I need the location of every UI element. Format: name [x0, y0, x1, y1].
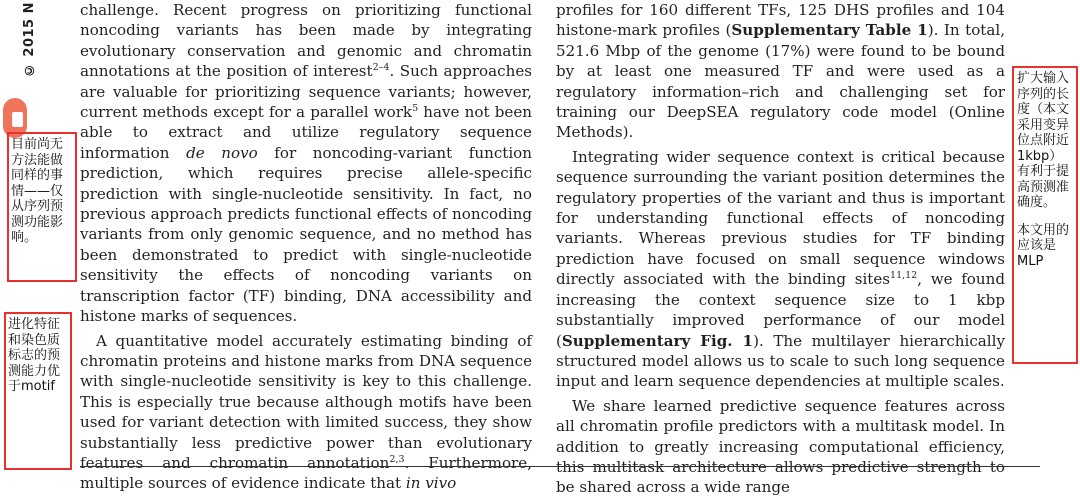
supplementary-ref[interactable]: Supplementary Fig. 1: [561, 331, 754, 350]
paragraph: challenge. Recent progress on prioritizing functional noncoding variants has been made by integrating evolutionary conservation and genomic and chromatin annotations at the position of interest$^{2-4}$. Such approaches are valuable for prioritizing sequence variants; however, current methods except for a parallel work$^5$ have not been able to extract and utilize regulatory sequence information de novo for noncoding-variant function prediction, which requires precise allele-specific prediction with single-nucleotide sensitivity. In fact, no previous approach predicts functional effects of noncoding variants from only genomic sequence, and no method has been demonstrated to predict with single-nucleotide sensitivity the effects of noncoding variants on transcription factor (TF) binding, DNA accessibility and histone marks of sequences.: [80, 1, 532, 326]
text-column-left: [80, 0, 532, 494]
paragraph: Integrating wider sequence context is critical because sequence surrounding the variant position determines the regulatory properties of the variant and thus is important for understanding functional effects of noncoding variants. Whereas previous studies for TF binding prediction have focused on small sequence windows directly associated with the binding sites$^{11,12}$, we found increasing the context sequence size to 1 kbp substantially improved performance of our model (Supplementary Fig. 1). The multilayer hierarchically structured model allows us to scale to such long sequence input and learn sequence dependencies at multiple scales.: [556, 147, 1005, 391]
annotation-box: 进化特征和染色质标志的预测能力优于motif: [4, 312, 72, 470]
supplementary-ref[interactable]: Supplementary Table 1: [731, 21, 928, 40]
text-column-right: [556, 0, 1005, 498]
paragraph: A quantitative model accurately estimating binding of chromatin proteins and histone marks from DNA sequence with single-nucleotide sensitivity is key to this challenge. This is especially true because although motifs have been used for variant detection with limited success, they show substantially less predictive power than evolutionary features and chromatin annotation$^{2,3}$. Furthermore, multiple sources of evidence indicate that in vivo: [80, 331, 532, 493]
footnote-divider: [80, 466, 1040, 467]
paragraph: profiles for 160 different TFs, 125 DHS profiles and 104 histone-mark profiles (Supplementary Table 1). In total, 521.6 Mbp of the genome (17%) were found to be bound by at least one measured TF and were used as a regulatory information–rich and challenging set for training our DeepSEA regulatory code model (Online Methods).: [556, 1, 1006, 142]
annotation-box: 扩大输入序列的长度（本文采用变异位点附近1kbp）有利于提高预测准确度。 本文用的应该是MLP: [1012, 66, 1078, 364]
annotation-box: 目前尚无方法能做同样的事情——仅从序列预测功能影响。: [7, 132, 77, 282]
copyright-vertical: © 2015 N: [22, 2, 37, 78]
paragraph: We share learned predictive sequence features across all chromatin profile predictors with a multitask model. In addition to greatly increasing computational efficiency, this multitask architecture allows predictive strength to be shared across a wide range: [556, 396, 1005, 497]
